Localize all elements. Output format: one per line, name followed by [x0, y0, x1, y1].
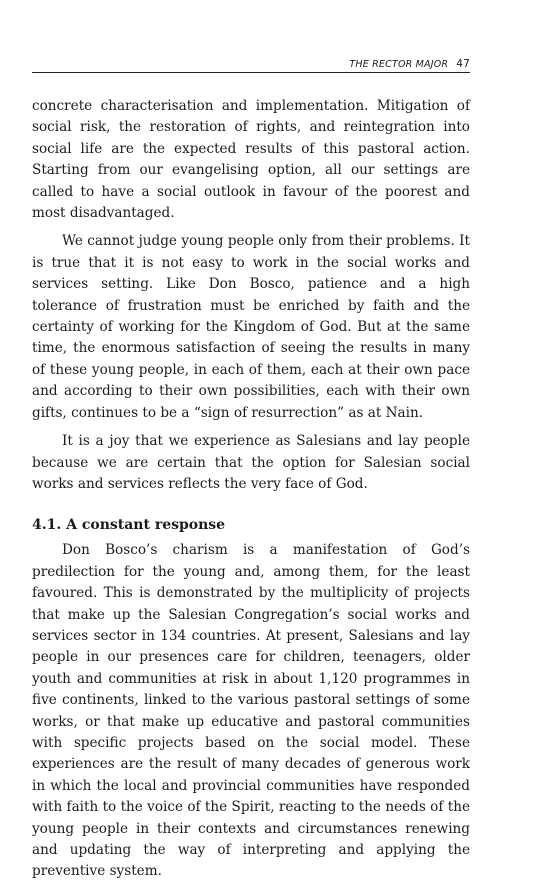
- header-rule: [32, 72, 470, 73]
- paragraph-young-people: We cannot judge young people only from their problems. It is true that it is not easy to work in the social works and services setting. Like Don Bosco, patience and a high tolerance of frustration must be enriched by faith and the certainty of working for the Kingdom of God. But at the same time, the enormous satisfaction of seeing the results in many of these young people, in each of them, each at their own pace and according to their own possibilities, each with their own gifts, continues to be a “sign of resurrection” as at Nain.: [32, 233, 470, 421]
- running-header-title: THE RECTOR MAJOR: [349, 59, 449, 70]
- page-number: 47: [456, 58, 470, 70]
- paragraph-charism: Don Bosco’s charism is a manifestation of God’s predilection for the young and, among them, for the least favoured. This is demonstrated by the multiplicity of projects that make up the Salesian Congregation’s social works and services sector in 134 countries. At present, Salesians and lay people in our presences care for children, teenagers, older youth and communities at risk in about 1,120 programmes in five continents, linked to the various pastoral settings of some works, or that make up educative and pastoral communities with specific projects based on the social model. These experiences are the result of many decades of generous work in which the local and provincial communities have responded with faith to the voice of the Spirit, reacting to the needs of the young people in their contexts and circumstances renewing and updating the way of interpreting and applying the preventive system.: [32, 542, 470, 880]
- paragraph-continuation: concrete characterisation and implementation. Mitigation of social risk, the restoration of rights, and reintegration into social life are the expected results of this pastoral action. Starting from our evangelising option, all our settings are called to have a social outlook in favour of the poorest and most disadvantaged.: [32, 98, 470, 222]
- section-heading: 4.1. A constant response: [32, 517, 226, 534]
- paragraph-joy: It is a joy that we experience as Salesians and lay people because we are certain that the option for Salesian social works and services reflects the very face of God.: [32, 433, 470, 492]
- body-text: [32, 96, 470, 883]
- running-header: [32, 58, 470, 70]
